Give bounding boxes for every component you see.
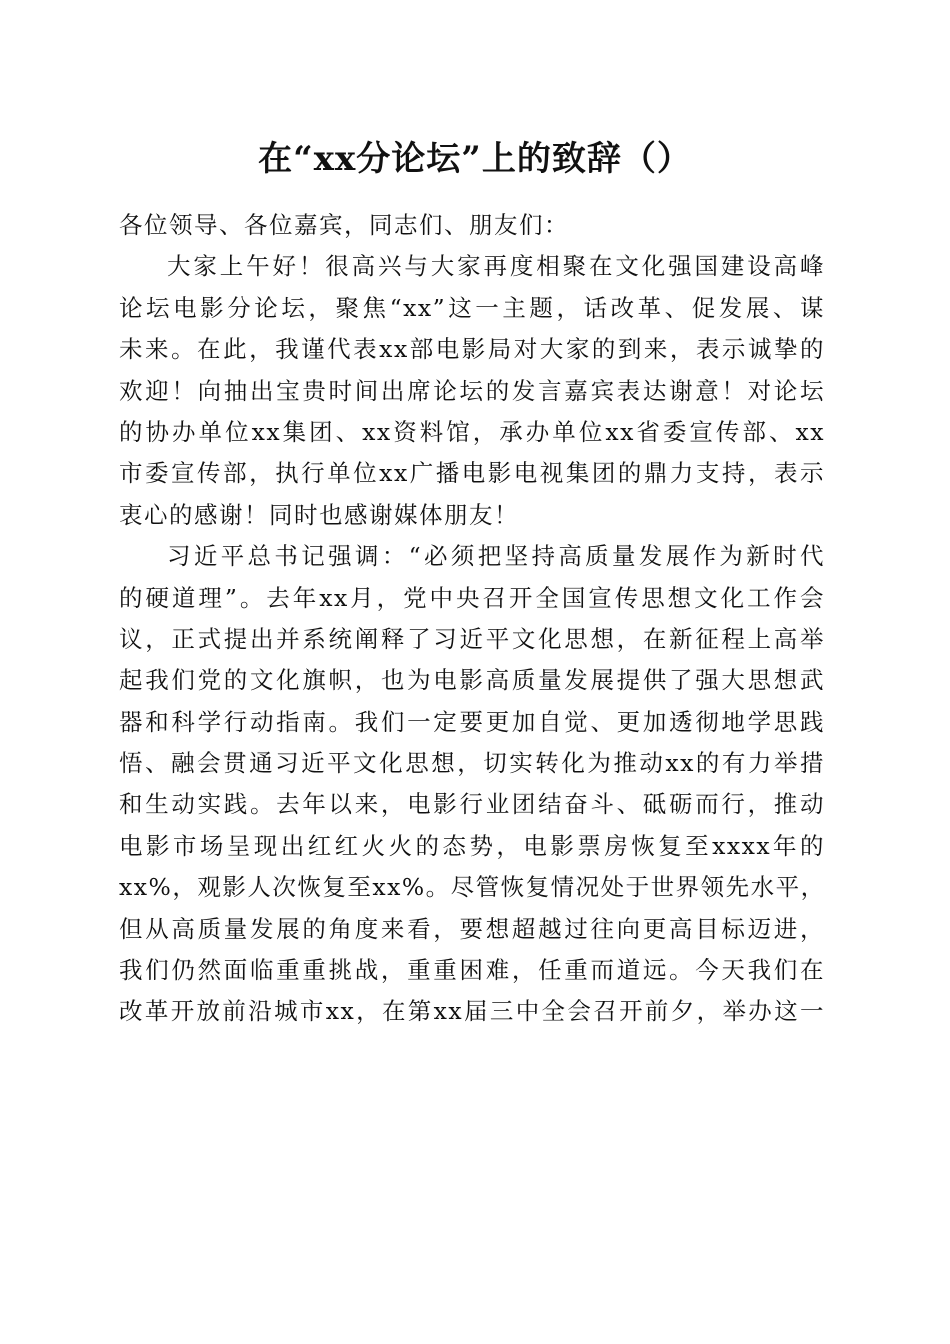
paragraph-line: 议，正式提出并系统阐释了习近平文化思想，在新征程上高举: [119, 624, 825, 653]
paragraph-line: 未来。在此，我谨代表xx部电影局对大家的到来，表示诚挚的: [119, 335, 825, 364]
salutation: 各位领导、各位嘉宾，同志们、朋友们：: [119, 211, 569, 239]
paragraph-2: [119, 536, 825, 1033]
paragraph-line: 市委宣传部，执行单位xx广播电影电视集团的鼎力支持，表示: [119, 459, 825, 488]
paragraph-line: 的协办单位xx集团、xx资料馆，承办单位xx省委宣传部、xx: [119, 417, 825, 446]
paragraph-line: 悟、融会贯通习近平文化思想，切实转化为推动xx的有力举措: [119, 749, 825, 778]
paragraph-line: 的硬道理”。去年xx月，党中央召开全国宣传思想文化工作会: [119, 583, 825, 612]
paragraph-line: 和生动实践。去年以来，电影行业团结奋斗、砥砺而行，推动: [119, 790, 825, 819]
paragraph-1: [119, 246, 825, 536]
paragraph-line: 电影市场呈现出红红火火的态势，电影票房恢复至xxxx年的: [119, 831, 825, 860]
document-title: 在“xx分论坛”上的致辞（）: [258, 139, 692, 179]
paragraph-line: 起我们党的文化旗帜，也为电影高质量发展提供了强大思想武: [119, 666, 825, 695]
paragraph-line: 论坛电影分论坛，聚焦“xx”这一主题，话改革、促发展、谋: [119, 293, 825, 322]
paragraph-line: xx%，观影人次恢复至xx%。尽管恢复情况处于世界领先水平，: [119, 873, 826, 902]
paragraph-line: 欢迎！向抽出宝贵时间出席论坛的发言嘉宾表达谢意！对论坛: [119, 376, 825, 405]
document-body: [119, 205, 825, 1033]
paragraph-line: 我们仍然面临重重挑战，重重困难，任重而道远。今天我们在: [119, 956, 825, 985]
paragraph-line: 但从高质量发展的角度来看，要想超越过往向更高目标迈进，: [119, 914, 825, 943]
paragraph-line: 改革开放前沿城市xx，在第xx届三中全会召开前夕，举办这一: [119, 997, 825, 1026]
paragraph-line: 大家上午好！很高兴与大家再度相聚在文化强国建设高峰: [167, 252, 825, 281]
paragraph-line: 器和科学行动指南。我们一定要更加自觉、更加透彻地学思践: [119, 707, 825, 736]
paragraph-line: 习近平总书记强调：“必须把坚持高质量发展作为新时代: [167, 542, 825, 571]
paragraph-line: 衷心的感谢！同时也感谢媒体朋友！: [119, 500, 519, 529]
